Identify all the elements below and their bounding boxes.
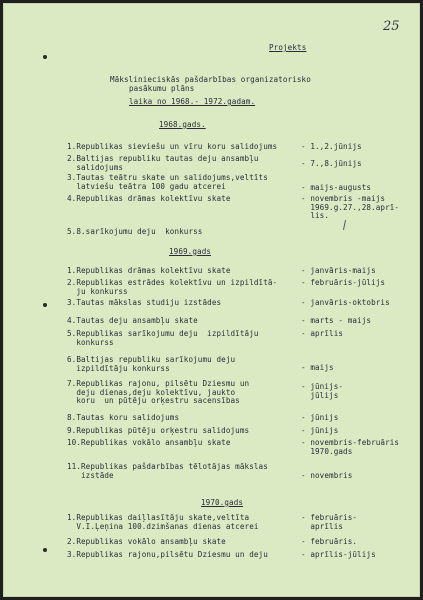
title-period: laika no 1968.- 1972.gadam. (129, 97, 256, 106)
list-item: 9.Republikas pūtēju orķestru salidojums (67, 426, 250, 435)
list-item: 2.Baltijas republiku tautas deju ansambļu salidojums (67, 154, 259, 172)
list-item: 11.Republikas pašdarbības tēlotājas mākslas izstāde (67, 462, 268, 480)
title-line-1: Mākslinieciskās pašdarbības organizatorisko (110, 75, 311, 84)
list-item-date: - februāris. (301, 537, 358, 546)
header-label: Projekts (269, 43, 307, 52)
list-item-date: - novembris -maijs 1969.g.27.,28.aprī- lis. (301, 194, 400, 221)
list-item-date: - februāris- aprīlis (301, 513, 358, 531)
section-heading-1970: 1970.gads (201, 498, 244, 507)
list-item: 1.Republikas sieviešu un vīru koru salidojums (67, 142, 278, 151)
list-item-date: - jūnijs- jūlijs (301, 382, 344, 400)
punch-hole (43, 55, 47, 59)
punch-hole (43, 303, 47, 307)
list-item-date: - aprīlis (301, 329, 344, 338)
list-item-date: - maijs (301, 363, 334, 372)
list-item: 3.Tautas teātru skate un salidojums,veltīts latviešu teātra 100 gadu atcerei (67, 173, 268, 191)
list-item-date: - februāris-jūlijs (301, 278, 386, 287)
list-item: 7.Republikas rajonu, pilsētu Dziesmu un deju dienas,deju kolektīvu, jaukto koru un pūtēju orķestru sacensības (67, 379, 250, 406)
list-item-date: - jūnijs (301, 426, 339, 435)
pencil-tick-mark (343, 220, 346, 230)
list-item-date: - jūnijs (301, 413, 339, 422)
list-item: 3.Republikas rajonu,pilsētu Dziesmu un deju (67, 550, 268, 559)
list-item: 3.Tautas mākslas studiju izstādes (67, 298, 222, 307)
title-line-2: pasākumu plāns (129, 84, 195, 93)
section-heading-1969: 1969.gads (169, 247, 212, 256)
list-item: 2.Republikas estrādes kolektīvu un izpildītā- ju konkurss (67, 278, 278, 296)
list-item: 5.Republikas sarīkojumu deju izpildītāju konkurss (67, 329, 259, 347)
list-item: 5.8.sarīkojumu deju konkurss (67, 227, 203, 236)
list-item: 6.Baltijas republiku sarīkojumu deju izpildītāju konkurss (67, 355, 236, 373)
list-item: 1.Republikas drāmas kolektīvu skate (67, 266, 231, 275)
list-item: 4.Tautas deju ansambļu skate (67, 316, 198, 325)
list-item-date: - aprīlis-jūlijs (301, 550, 376, 559)
list-item-date: - novembris-februāris 1970.gads (301, 438, 400, 456)
list-item-date: - marts - maijs (301, 316, 372, 325)
section-heading-1968: 1968.gads. (159, 120, 206, 129)
punch-hole (43, 548, 47, 552)
list-item: 4.Republikas drāmas kolektīvu skate (67, 194, 231, 203)
page-number-handwritten: 25 (383, 19, 400, 34)
list-item: 1.Republikas daiļlasītāju skate,veltīta V.I.Ļeņina 100.dzimšanas dienas atcerei (67, 513, 259, 531)
list-item-date: - novembris (301, 471, 353, 480)
list-item: 8.Tautas koru salidojums (67, 413, 180, 422)
list-item-date: - janvāris-maijs (301, 266, 376, 275)
list-item-date: - maijs-augusts (301, 183, 372, 192)
list-item: 2.Republikas vokālo ansambļu skate (67, 537, 226, 546)
list-item: 10.Republikas vokālo ansambļu skate (67, 438, 231, 447)
list-item-date: - 1.,2.jūnijs (301, 142, 362, 151)
list-item-date: - janvāris-oktobris (301, 298, 390, 307)
document-page (3, 3, 420, 597)
list-item-date: - 7.,8.jūnijs (301, 159, 362, 168)
